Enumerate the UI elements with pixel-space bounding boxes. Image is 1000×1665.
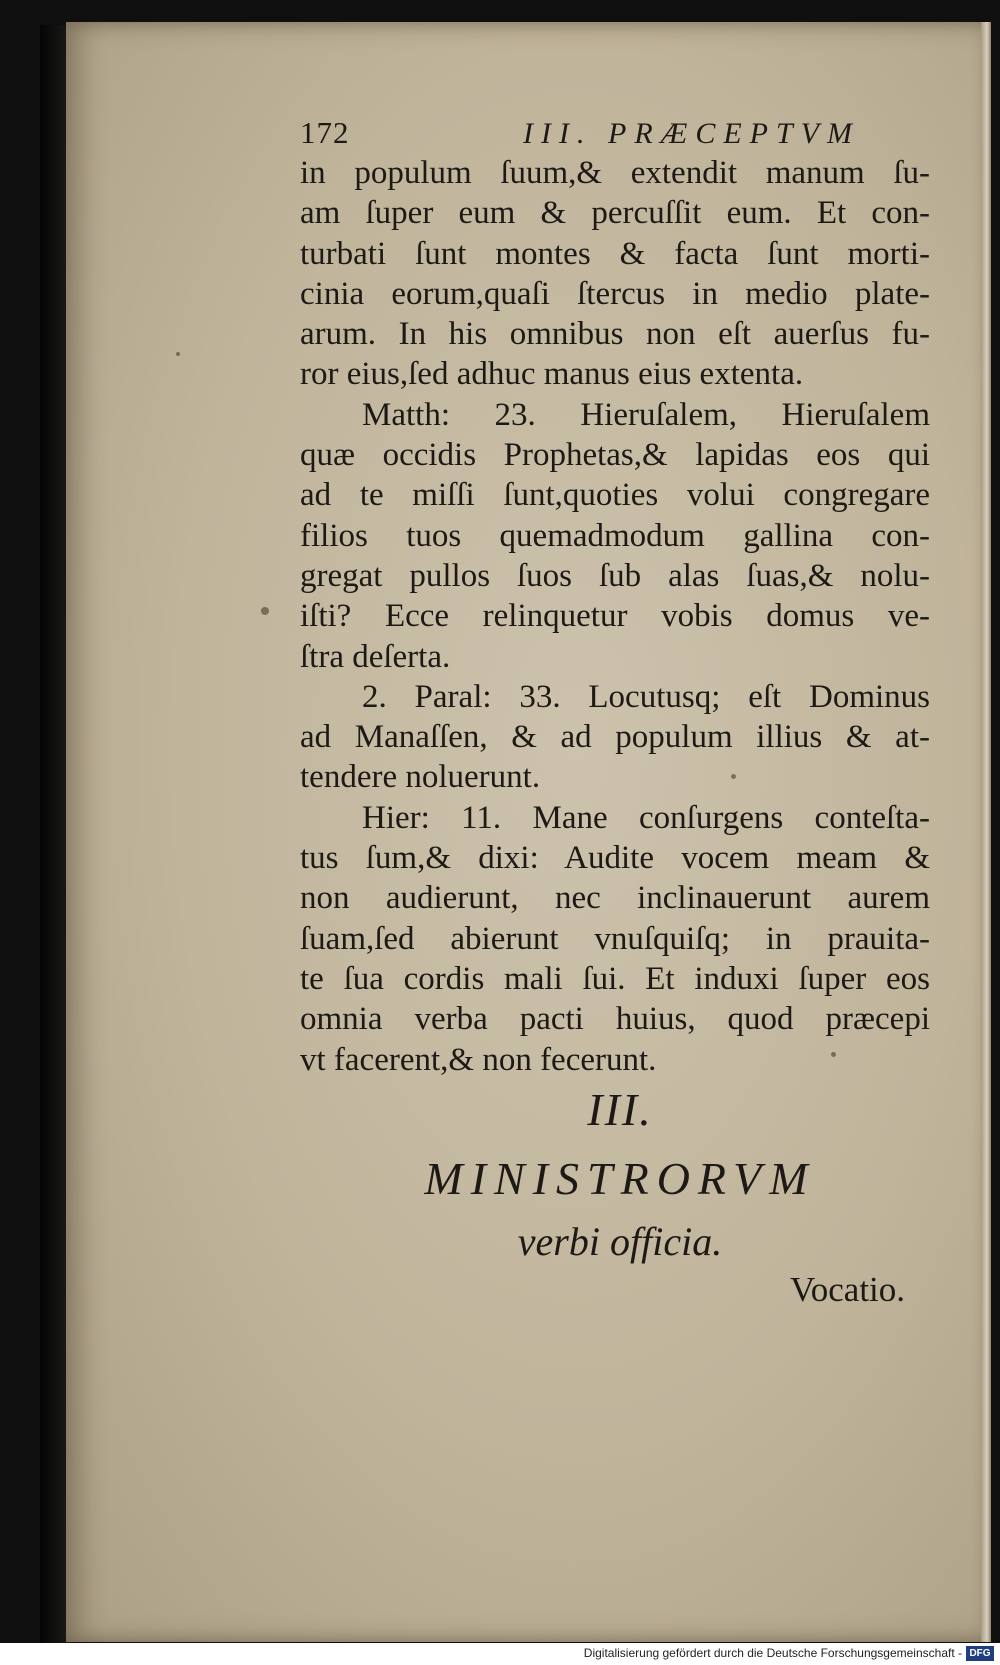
text-line: vt facerent,& non fecerunt. [300,1041,657,1078]
text-line: omnia verba pacti huius, quod præcepi [300,1001,930,1038]
text-line: turbati ſunt montes & facta ſunt morti- [300,235,930,272]
paragraph-isaiah [300,153,930,395]
text-line: Hier: 11. Mane conſurgens conteſta- [362,799,930,836]
paper-speck [176,352,180,356]
dfg-logo-icon: DFG [966,1646,994,1661]
text-line: ror eius,ſed adhuc manus eius extenta. [300,356,804,393]
text-line: Matth: 23. Hieruſalem, Hieruſalem [362,396,930,433]
digitization-footer [0,1643,1000,1665]
text-line: ſtra deſerta. [300,638,451,675]
section-heading [355,1080,885,1270]
catchword: Vocatio. [790,1270,906,1309]
running-head-title: III. PRÆCEPTVM [523,117,860,150]
text-line: filios tuos quemadmodum gallina con- [300,517,930,554]
text-line: ad Manaſſen, & ad populum illius & at- [300,719,930,756]
paragraph-jeremiah [300,798,930,1080]
text-line: tus ſum,& dixi: Audite vocem meam & [300,840,930,877]
page-edge [981,22,991,1642]
text-line: non audierunt, nec inclinauerunt aurem [300,880,930,917]
paragraph-matthew [300,395,930,677]
page-text [300,113,930,1080]
text-line: quæ occidis Prophetas,& lapidas eos qui [300,437,930,474]
text-line: in populum ſuum,& extendit manum ſu- [300,155,930,191]
text-line: 2. Paral: 33. Locutusq; eſt Dominus [362,678,930,715]
page-number: 172 [300,115,350,150]
text-line: arum. In his omnibus non eſt auerſus fu- [300,316,930,353]
paper-speck [261,607,269,615]
text-line: ſuam,ſed abierunt vnuſquiſq; in prauita- [300,920,930,957]
text-line: cinia eorum,quaſi ſtercus in medio plate- [300,275,930,312]
text-line: tendere noluerunt. [300,759,541,796]
section-subtitle: verbi officia. [517,1219,723,1264]
section-title: MINISTRORVM [424,1153,816,1204]
section-numeral: III. [587,1084,653,1135]
text-line: gregat pullos ſuos ſub alas ſuas,& nolu- [300,557,930,594]
text-line: am ſuper eum & percuſſit eum. Et con- [300,195,930,232]
text-line: te ſua cordis mali ſui. Et induxi ſuper eos [300,960,930,997]
text-line: ad te miſſi ſunt,quoties volui congregare [300,477,930,514]
text-line: iſti? Ecce relinquetur vobis domus ve- [300,598,930,635]
running-head [300,113,930,153]
footer-credit: Digitalisierung gefördert durch die Deutsche Forschungsgemeinschaft - [583,1646,962,1660]
paragraph-paralipomenon [300,677,930,798]
